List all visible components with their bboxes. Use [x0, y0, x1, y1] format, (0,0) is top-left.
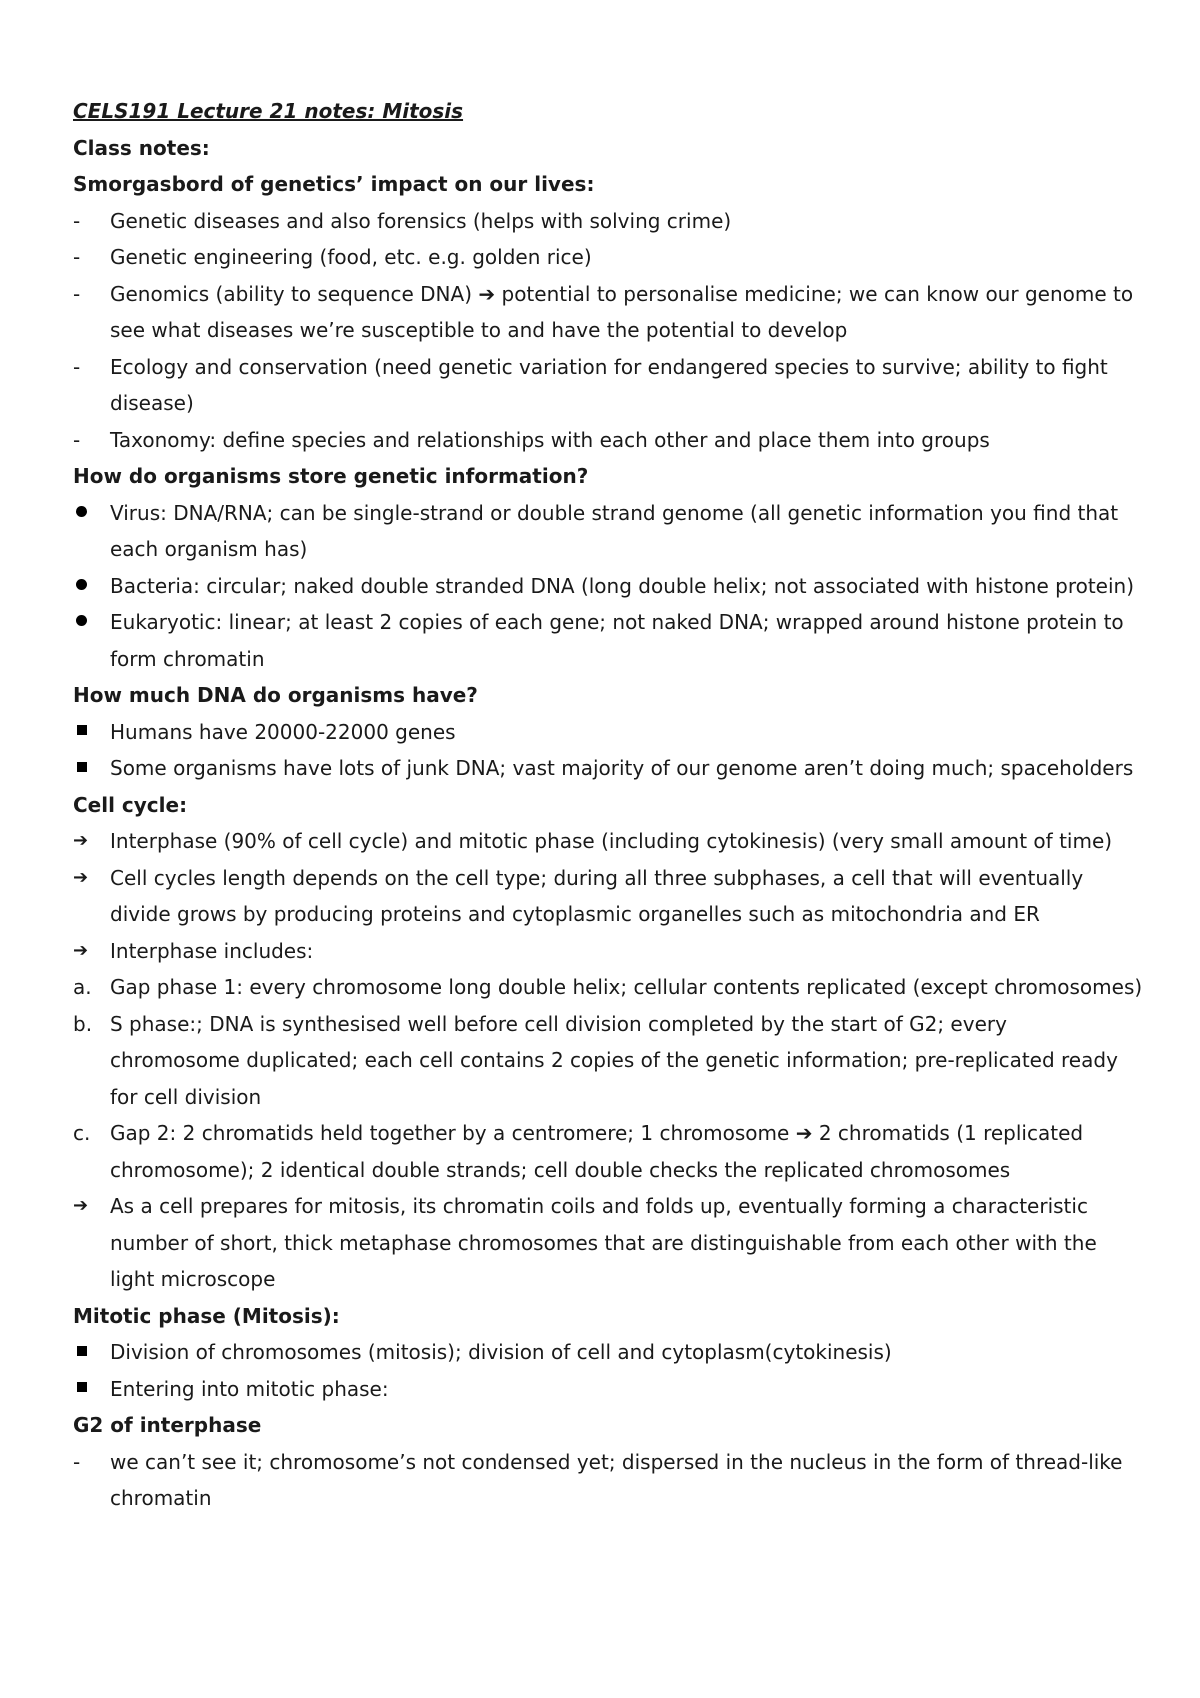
section-heading-genetic-storage: How do organisms store genetic information?: [73, 464, 589, 488]
list-item: [73, 714, 1143, 751]
list-item-text: Cell cycles length depends on the cell type; during all three subphases, a cell that will eventually divide grows by producing proteins and cytoplasmic organelles such as mitochondria and ER: [110, 865, 1084, 926]
arrow-right-icon: ➔: [73, 939, 89, 961]
list-item: [73, 1444, 1143, 1517]
list-item-text: Genetic diseases and also forensics (helps with solving crime): [110, 208, 732, 233]
list-item-text-continued: 2 chromatids (1 replicated chromosome); 2 identical double strands; cell double checks the replicated chromosomes: [110, 1121, 1084, 1182]
list-item: [73, 933, 1143, 970]
list-item-text-continued: potential to personalise medicine; we can know our genome to see what diseases we’re susceptible to and have the potential to develop: [110, 281, 1134, 342]
arrow-right-icon: ➔: [795, 1121, 813, 1145]
list-item-text: Interphase (90% of cell cycle) and mitotic phase (including cytokinesis) (very small amount of time): [110, 829, 1113, 853]
bullet-dot-icon: [73, 495, 105, 532]
dash-marker: -: [73, 281, 81, 306]
list-item-text: we can’t see it; chromosome’s not condensed yet; dispersed in the nucleus in the form of thread-like chromatin: [110, 1449, 1123, 1510]
arrow-right-icon: ➔: [478, 281, 496, 306]
list-item: [73, 860, 1143, 933]
list-item: [73, 422, 1143, 459]
list-item: [73, 604, 1143, 677]
list-item-text: Humans have 20000-22000 genes: [110, 719, 456, 744]
section-heading-g2-interphase: G2 of interphase: [73, 1413, 262, 1437]
document-title: CELS191 Lecture 21 notes: Mitosis: [73, 99, 464, 123]
list-item-text: Bacteria: circular; naked double stranded DNA (long double helix; not associated with histone protein): [110, 573, 1135, 598]
list-item: [73, 349, 1143, 422]
list-item: [73, 1006, 1143, 1116]
dash-marker: -: [73, 1449, 81, 1474]
letter-marker: a.: [73, 975, 92, 999]
list-item: [73, 1115, 1143, 1188]
document-body: [73, 93, 1143, 1517]
list-item-text: Interphase includes:: [110, 938, 314, 963]
list-item-text: Gap 2: 2 chromatids held together by a centromere; 1 chromosome: [110, 1121, 790, 1145]
list-item-text: Entering into mitotic phase:: [110, 1376, 389, 1401]
bullet-square-icon: [73, 1334, 105, 1371]
list-item-text: Taxonomy: define species and relationships with each other and place them into groups: [110, 427, 990, 452]
list-item-text: Eukaryotic: linear; at least 2 copies of each gene; not naked DNA; wrapped around histone protein to form chromatin: [110, 610, 1124, 671]
list-item: [73, 1371, 1143, 1408]
dash-marker: -: [73, 208, 81, 233]
list-item: [73, 750, 1143, 787]
bullet-square-icon: [73, 714, 105, 751]
bullet-dot-icon: [73, 604, 105, 641]
list-item-text: Some organisms have lots of junk DNA; vast majority of our genome aren’t doing much; spaceholders: [110, 756, 1134, 780]
list-item: [73, 495, 1143, 568]
list-item: [73, 203, 1143, 240]
dash-marker: -: [73, 427, 81, 452]
list-item-text: As a cell prepares for mitosis, its chromatin coils and folds up, eventually forming a characteristic number of short, thick metaphase chromosomes that are distinguishable from each other with the light microscope: [110, 1194, 1097, 1291]
letter-marker: c.: [73, 1121, 91, 1145]
bullet-square-icon: [73, 750, 105, 787]
list-item-text: Virus: DNA/RNA; can be single-strand or double strand genome (all genetic information you find that each organism has): [110, 500, 1119, 561]
section-heading-cell-cycle: Cell cycle:: [73, 792, 188, 817]
section-heading-genetics-impact: Smorgasbord of genetics’ impact on our lives:: [73, 172, 595, 196]
section-heading-dna-amount: How much DNA do organisms have?: [73, 683, 478, 707]
arrow-right-icon: ➔: [73, 1195, 89, 1216]
bullet-square-icon: [73, 1371, 105, 1408]
list-item: [73, 1334, 1143, 1371]
section-heading-mitotic-phase: Mitotic phase (Mitosis):: [73, 1303, 340, 1328]
list-item-text: Division of chromosomes (mitosis); division of cell and cytoplasm(cytokinesis): [110, 1340, 892, 1364]
list-item-text: Ecology and conservation (need genetic variation for endangered species to survive; ability to fight disease): [110, 354, 1108, 415]
class-notes-heading: Class notes:: [73, 135, 210, 160]
list-item: [73, 239, 1143, 276]
list-item-text: Genetic engineering (food, etc. e.g. golden rice): [110, 245, 592, 269]
dash-marker: -: [73, 354, 81, 379]
arrow-right-icon: ➔: [73, 830, 89, 851]
arrow-right-icon: ➔: [73, 866, 89, 888]
dash-marker: -: [73, 245, 81, 269]
list-item: [73, 276, 1143, 349]
letter-marker: b.: [73, 1011, 93, 1036]
list-item: [73, 823, 1143, 860]
list-item: [73, 568, 1143, 605]
bullet-dot-icon: [73, 568, 105, 605]
list-item-text: Gap phase 1: every chromosome long double helix; cellular contents replicated (except chromosomes): [110, 975, 1143, 999]
list-item-text: Genomics (ability to sequence DNA): [110, 281, 473, 306]
list-item: [73, 969, 1143, 1006]
list-item-text: S phase:; DNA is synthesised well before cell division completed by the start of G2; every chromosome duplicated; each cell contains 2 copies of the genetic information; pre-replicated ready for cell division: [110, 1011, 1118, 1109]
list-item: [73, 1188, 1143, 1298]
